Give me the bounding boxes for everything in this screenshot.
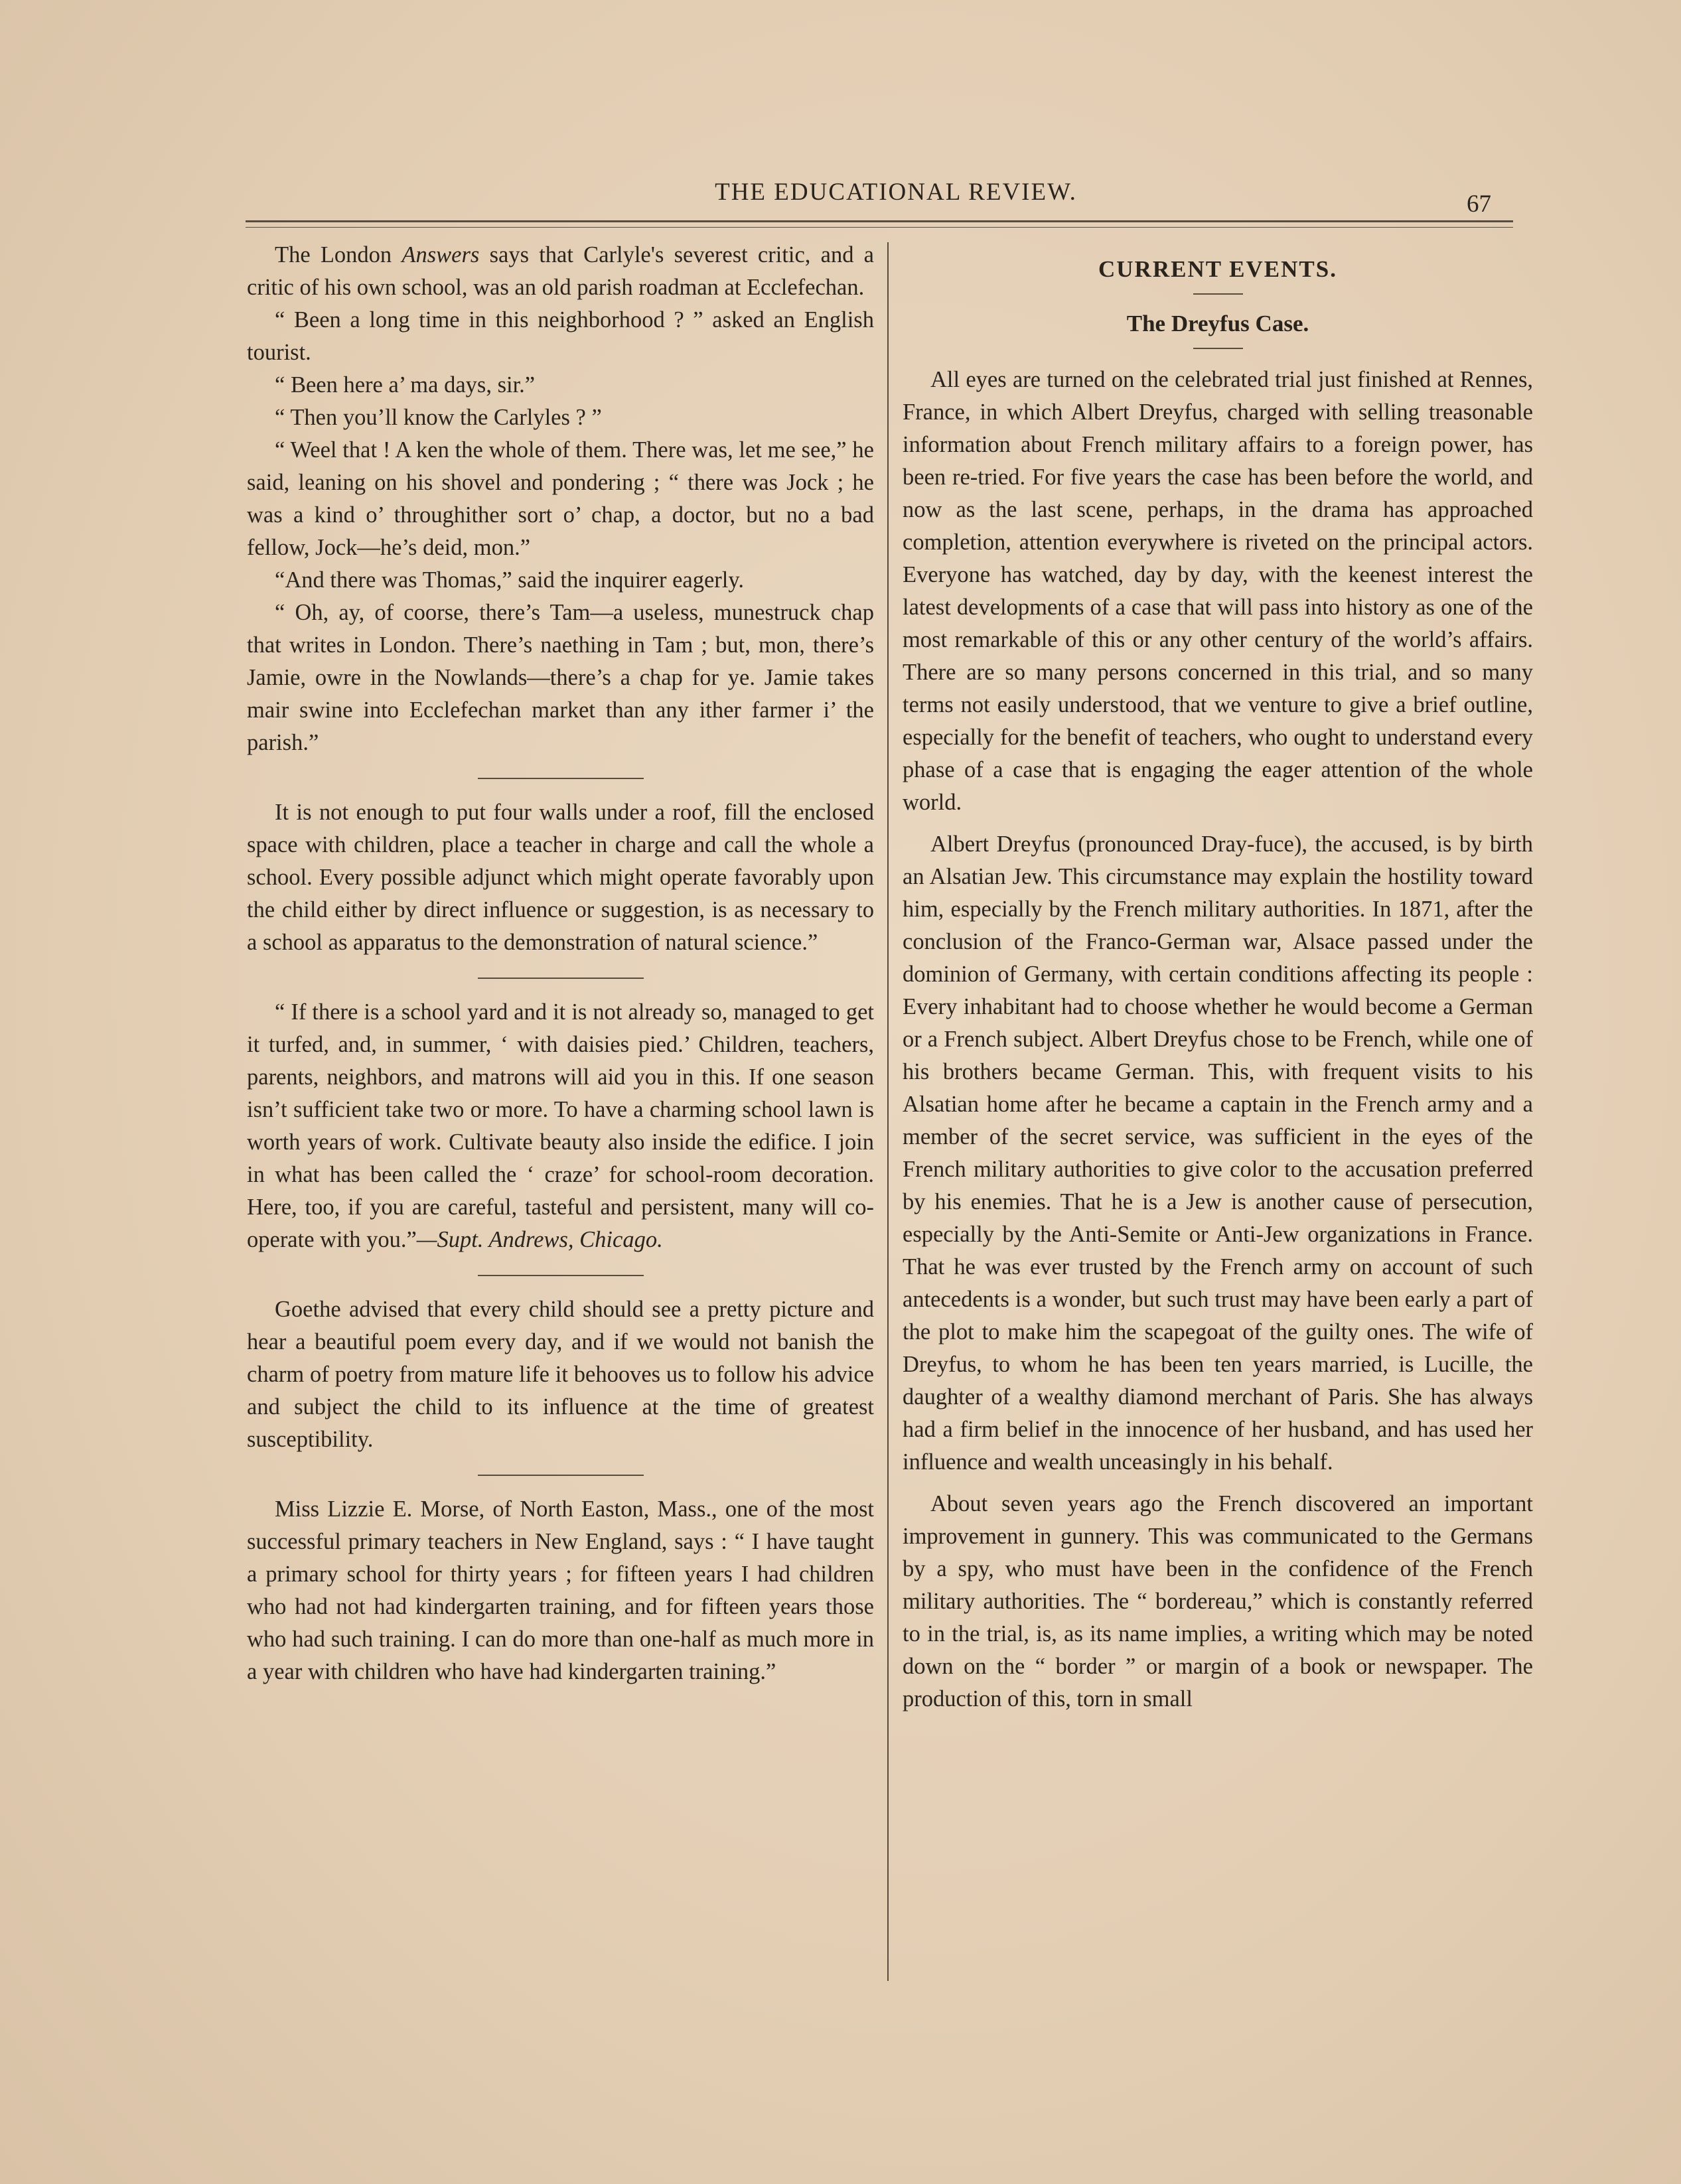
page-number: 67 xyxy=(1467,190,1491,218)
dialogue-line: “And there was Thomas,” said the inquirer eagerly. xyxy=(275,567,744,593)
header-rule xyxy=(246,220,1513,222)
carlyle-intro-source: Answers xyxy=(402,242,480,267)
carlyle-article xyxy=(247,239,874,759)
carlyle-intro-prefix: The London xyxy=(275,242,402,267)
article-paragraph: Albert Dreyfus (pronounced Dray-fuce), the accused, is by birth an Alsatian Jew. This circumstance may explain the hostility toward him, especially by the French military authorities. In 1871, after the conclusion of the Franco-German war, Alsace passed under the dominion of Germany, with certain conditions affecting its people : Every inhabitant had to choose whether he would become a German or a French subject. Albert Dreyfus chose to be French, while one of his brothers became German. This, with frequent visits to his Alsatian home after he became a captain in the French army and a member of the secret service, was sufficient in the eyes of the French military authorities to give color to the accusation preferred by his enemies. That he is a Jew is another cause of persecution, especially by the Anti-Semite or Anti-Jew organizations in France. That he was ever trusted by the French army on account of such antecedents is a wonder, but such trust may have been early a part of the plot to make him the scapegoat of the guilty ones. The wife of Dreyfus, to whom he has been ten years married, is Lucille, the daughter of a wealthy diamond merchant of Paris. She has always had a firm belief in the innocence of her husband, and has used her influence and wealth unceasingly in his behalf. xyxy=(903,832,1533,1475)
column-divider xyxy=(887,242,889,1981)
section-separator xyxy=(478,778,644,779)
dialogue-line: “ Been a long time in this neighborhood ? ” asked an English tourist. xyxy=(247,307,874,365)
dialogue-line: “ Been here a’ ma days, sir.” xyxy=(275,372,536,398)
section-separator xyxy=(478,1275,644,1276)
school-yard-paragraph xyxy=(247,996,874,1256)
right-column xyxy=(903,239,1533,1715)
header-rule-thin xyxy=(246,227,1513,228)
goethe-paragraph: Goethe advised that every child should see a pretty picture and hear a beautiful poem every day, and if we would not banish the charm of poetry from mature life it behooves us to follow his advice and subject the child to its influence at the time of greatest susceptibility. xyxy=(247,1297,874,1452)
title-separator xyxy=(1193,348,1243,349)
school-paragraph: It is not enough to put four walls under a roof, fill the enclosed space with children, place a teacher in charge and call the whole a school. Every possible adjunct which might operate favorably upon the child either by direct influence or suggestion, is as necessary to a school as apparatus to the demonstration of natural science.” xyxy=(247,800,874,955)
left-column xyxy=(247,239,874,1688)
section-separator xyxy=(478,1475,644,1476)
dialogue-line: “ Then you’ll know the Carlyles ? ” xyxy=(275,405,602,430)
title-separator xyxy=(1193,293,1243,295)
dialogue-line: “ Weel that ! A ken the whole of them. There was, let me see,” he said, leaning on his shovel and pondering ; “ there was Jock ; he was a kind o’ throughither sort o’ chap, a doctor, but no a bad fellow, Jock—he’s deid, mon.” xyxy=(247,437,874,560)
carlyle-intro xyxy=(247,239,874,304)
morse-paragraph: Miss Lizzie E. Morse, of North Easton, Mass., one of the most successful primary teachers in New England, says : “ I have taught a primary school for thirty years ; for fifteen years I had children who had not had kindergarten training, and for fifteen years those who had such training. I can do more than one-half as much more in a year with children who have had kindergarten training.” xyxy=(247,1496,874,1684)
article-paragraph: About seven years ago the French discovered an important improvement in gunnery. This was communicated to the Germans by a spy, who must have been in the confidence of the French military authorities. The “ bordereau,” which is constantly referred to in the trial, is, as its name implies, a writing which may be noted down on the “ border ” or margin of a book or newspaper. The production of this, torn in small xyxy=(903,1491,1533,1711)
article-paragraph: All eyes are turned on the celebrated trial just finished at Rennes, France, in which Albert Dreyfus, charged with selling treasonable information about French military affairs to a foreign power, has been re-tried. For five years the case has been before the world, and now as the last scene, perhaps, in the drama has approached completion, attention everywhere is riveted on the principal actors. Everyone has watched, day by day, with the keenest interest the latest developments of a case that will pass into history as one of the most remarkable of this or any other century of the world’s affairs. There are so many persons concerned in this trial, and so many terms not easily understood, that we venture to give a brief outline, especially for the benefit of teachers, who ought to understand every phase of a case that is engaging the eager attention of the whole world. xyxy=(903,367,1533,815)
school-yard-byline: —Supt. Andrews, Chicago. xyxy=(416,1227,663,1252)
section-separator xyxy=(478,978,644,979)
section-title: CURRENT EVENTS. xyxy=(1098,256,1337,282)
article-title: The Dreyfus Case. xyxy=(1126,311,1309,336)
carlyle-intro-suffix: says that Carlyle's severest critic, and a critic of his own school, was an old parish roadman at Ecclefechan. xyxy=(247,242,874,300)
dialogue-line: “ Oh, ay, of coorse, there’s Tam—a useless, munestruck chap that writes in London. There’s naething in Tam ; but, mon, there’s Jamie, owre in the Nowlands—there’s a chap for ye. Jamie takes mair swine into Ecclefechan market than any ither farmer i’ the parish.” xyxy=(247,600,874,755)
running-head: THE EDUCATIONAL REVIEW. xyxy=(715,179,1077,206)
school-yard-text: “ If there is a school yard and it is not already so, managed to get it turfed, and, in summer, ‘ with daisies pied.’ Children, teachers, parents, neighbors, and matrons will aid you in this. If one season isn’t sufficient take two or more. To have a charming school lawn is worth years of work. Cultivate beauty also inside the edifice. I join in what has been called the ‘ craze’ for school-room decoration. Here, too, if you are careful, tasteful and persistent, many will co-operate with you.” xyxy=(247,999,874,1252)
